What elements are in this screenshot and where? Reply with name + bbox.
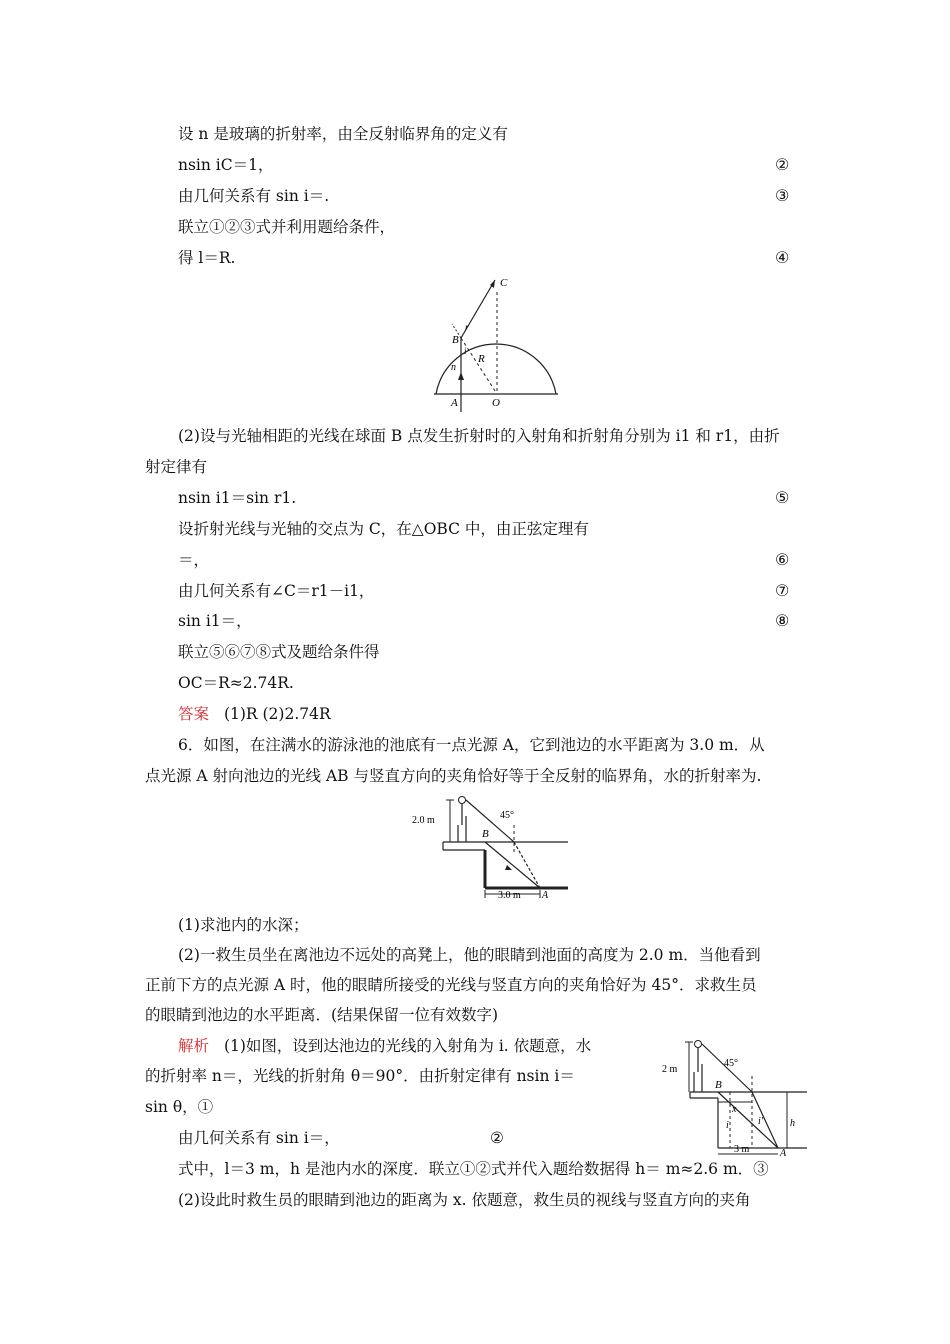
- equation-number: ⑧: [775, 611, 790, 630]
- figure-label: A: [542, 890, 549, 901]
- text-line: 由几何关系有 sin i＝.: [178, 187, 330, 205]
- text-line: 设 n 是玻璃的折射率，由全反射临界角的定义有: [178, 125, 508, 143]
- equation-number: ④: [775, 248, 790, 267]
- text-line: ＝，: [178, 551, 210, 569]
- answer-text: (1)R (2)2.74R: [223, 705, 331, 723]
- figure-label: 45°: [500, 810, 514, 821]
- figure-label: B: [715, 1079, 722, 1091]
- text-line: 设折射光线与光轴的交点为 C，在△OBC 中，由正弦定理有: [178, 520, 589, 538]
- pool-solution-figure: [662, 1036, 812, 1161]
- text-line: 射定律有: [145, 458, 208, 476]
- text-line: 的折射率 n＝，光线的折射角 θ＝90°．由折射定律有 nsin i＝: [145, 1067, 575, 1085]
- figure-label: n: [451, 362, 456, 373]
- figure-label: 3.0 m: [498, 890, 521, 901]
- figure-label: O: [492, 397, 500, 409]
- solution-text: (1)如图，设到达池边的光线的入射角为 i. 依题意，水: [223, 1037, 592, 1055]
- figure-label: 3 m: [734, 1144, 750, 1155]
- text-line: 6．如图，在注满水的游泳池的池底有一点光源 A，它到池边的水平距离为 3.0 m．从: [178, 736, 765, 754]
- text-line: 的眼睛到池边的水平距离．(结果保留一位有效数字): [145, 1006, 499, 1024]
- text-line: 式中，l＝3 m，h 是池内水的深度．联立①②式并代入题给数据得 h＝ m≈2.6 m．③: [178, 1160, 769, 1178]
- text-line: sin θ，①: [145, 1098, 214, 1116]
- equation-number: ⑤: [775, 488, 790, 507]
- figure-label: A: [451, 397, 458, 409]
- text-line: (1)求池内的水深；: [178, 916, 309, 934]
- solution-label: 解析: [178, 1037, 210, 1055]
- figure-label: 45°: [724, 1058, 738, 1069]
- figure-label: i': [758, 1116, 763, 1127]
- text-line: (2)设与光轴相距的光线在球面 B 点发生折射时的入射角和折射角分别为 i1 和 r1，由折: [178, 427, 780, 445]
- text-line: (2)设此时救生员的眼睛到池边的距离为 x. 依题意，救生员的视线与竖直方向的夹角: [178, 1191, 751, 1209]
- figure-label: 2.0 m: [412, 815, 435, 826]
- figure-label: 2 m: [662, 1064, 678, 1075]
- equation-number: ③: [775, 186, 790, 205]
- answer-line: [178, 704, 331, 724]
- text-line: 点光源 A 射向池边的光线 AB 与竖直方向的夹角恰好等于全反射的临界角，水的折射率为.: [145, 767, 762, 785]
- equation-number: ②: [775, 155, 790, 174]
- figure-label: r: [465, 322, 469, 332]
- text-line: 得 l＝R.: [178, 249, 236, 267]
- answer-label: 答案: [178, 705, 210, 723]
- pool-figure: [410, 790, 575, 910]
- figure-label: x: [732, 1104, 737, 1115]
- text-line: (2)一救生员坐在离池边不远处的高凳上，他的眼睛到池面的高度为 2.0 m．当他看到: [178, 946, 761, 964]
- figure-label: i: [464, 346, 467, 356]
- text-line: sin i1＝，: [178, 612, 252, 630]
- equation-number: ⑦: [775, 581, 790, 600]
- figure-label: B: [452, 334, 459, 346]
- text-line: 由几何关系有∠C＝r1－i1，: [178, 582, 375, 600]
- figure-label: A: [780, 1148, 787, 1159]
- text-line: nsin i1＝sin r1.: [178, 489, 297, 507]
- text-line: OC＝R≈2.74R.: [178, 674, 294, 692]
- equation-number: ⑥: [775, 550, 790, 569]
- figure-label: i: [726, 1120, 729, 1131]
- text-line: 由几何关系有 sin i＝，: [178, 1129, 340, 1147]
- figure-label: B: [482, 828, 489, 840]
- figure-label: C: [500, 277, 508, 289]
- figure-label: h: [790, 1118, 795, 1129]
- figure-label: R: [478, 353, 485, 365]
- text-line: 联立⑤⑥⑦⑧式及题给条件得: [178, 643, 380, 661]
- text-line: 联立①②③式并利用题给条件，: [178, 218, 396, 236]
- text-line: [178, 1036, 591, 1056]
- equation-number: ②: [490, 1129, 504, 1147]
- hemisphere-figure: [420, 272, 570, 417]
- text-line: nsin iC＝1，: [178, 156, 274, 174]
- text-line: 正前下方的点光源 A 时，他的眼睛所接受的光线与竖直方向的夹角恰好为 45°．求救生员: [145, 976, 757, 994]
